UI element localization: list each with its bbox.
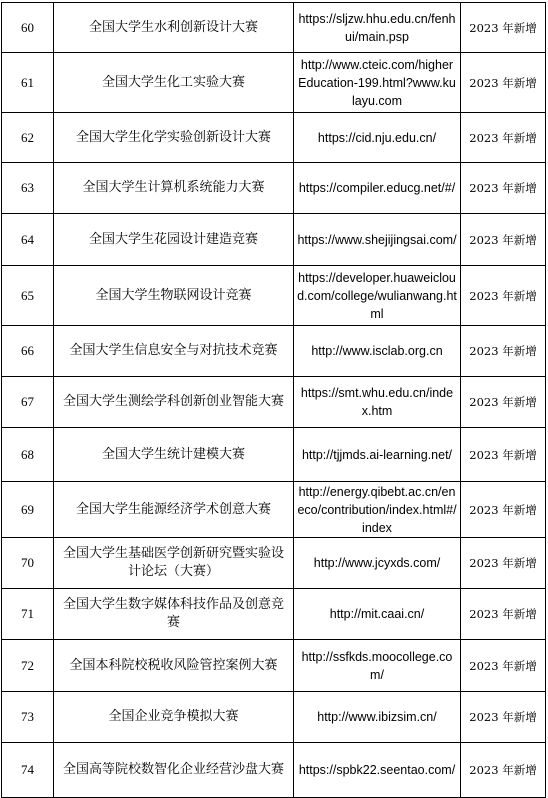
row-number: 74 [2, 743, 54, 798]
row-number: 68 [2, 428, 54, 482]
table-row [2, 482, 546, 538]
status-note: 2023 年新增 [461, 266, 546, 326]
row-number: 66 [2, 326, 54, 377]
row-number: 67 [2, 377, 54, 428]
competition-name: 全国大学生统计建模大赛 [54, 428, 294, 482]
row-number: 64 [2, 214, 54, 266]
competition-url: http://mit.caai.cn/ [294, 589, 461, 640]
competition-url: http://ssfkds.moocollege.com/ [294, 640, 461, 692]
competition-url: https://developer.huaweicloud.com/college/wulianwang.html [294, 266, 461, 326]
status-note: 2023 年新增 [461, 589, 546, 640]
competition-name: 全国大学生水利创新设计大赛 [54, 3, 294, 53]
row-number: 60 [2, 3, 54, 53]
competition-name: 全国大学生能源经济学术创意大赛 [54, 482, 294, 538]
status-note: 2023 年新增 [461, 538, 546, 589]
row-number: 70 [2, 538, 54, 589]
status-note: 2023 年新增 [461, 428, 546, 482]
competition-name: 全国本科院校税收风险管控案例大赛 [54, 640, 294, 692]
status-note: 2023 年新增 [461, 326, 546, 377]
status-note: 2023 年新增 [461, 214, 546, 266]
row-number: 65 [2, 266, 54, 326]
competition-name: 全国大学生化学实验创新设计大赛 [54, 113, 294, 163]
table-row [2, 428, 546, 482]
status-note: 2023 年新增 [461, 113, 546, 163]
status-note: 2023 年新增 [461, 692, 546, 743]
competition-name: 全国大学生花园设计建造竞赛 [54, 214, 294, 266]
competition-name: 全国大学生基础医学创新研究暨实验设计论坛（大赛） [54, 538, 294, 589]
table-row [2, 640, 546, 692]
competition-url: https://www.shejijingsai.com/ [294, 214, 461, 266]
table-row [2, 113, 546, 163]
row-number: 63 [2, 163, 54, 214]
competition-url: http://energy.qibebt.ac.cn/eneco/contribution/index.html#/index [294, 482, 461, 538]
competition-name: 全国大学生信息安全与对抗技术竞赛 [54, 326, 294, 377]
competition-url: https://smt.whu.edu.cn/index.htm [294, 377, 461, 428]
competition-name: 全国大学生数字媒体科技作品及创意竞赛 [54, 589, 294, 640]
table-row [2, 589, 546, 640]
table-row [2, 377, 546, 428]
competition-table [1, 2, 546, 798]
competition-name: 全国大学生测绘学科创新创业智能大赛 [54, 377, 294, 428]
status-note: 2023 年新增 [461, 640, 546, 692]
table-row [2, 163, 546, 214]
status-note: 2023 年新增 [461, 3, 546, 53]
competition-url: http://tjjmds.ai-learning.net/ [294, 428, 461, 482]
status-note: 2023 年新增 [461, 163, 546, 214]
competition-url: https://cid.nju.edu.cn/ [294, 113, 461, 163]
table-row [2, 538, 546, 589]
row-number: 73 [2, 692, 54, 743]
status-note: 2023 年新增 [461, 53, 546, 113]
table-row [2, 326, 546, 377]
table-row [2, 53, 546, 113]
row-number: 72 [2, 640, 54, 692]
competition-url: http://www.jcyxds.com/ [294, 538, 461, 589]
competition-name: 全国高等院校数智化企业经营沙盘大赛 [54, 743, 294, 798]
row-number: 69 [2, 482, 54, 538]
table-row [2, 266, 546, 326]
competition-name: 全国大学生化工实验大赛 [54, 53, 294, 113]
competition-url: https://compiler.educg.net/#/ [294, 163, 461, 214]
status-note: 2023 年新增 [461, 482, 546, 538]
table-row [2, 214, 546, 266]
table-row [2, 3, 546, 53]
status-note: 2023 年新增 [461, 377, 546, 428]
row-number: 62 [2, 113, 54, 163]
competition-name: 全国企业竞争模拟大赛 [54, 692, 294, 743]
competition-url: http://www.ibizsim.cn/ [294, 692, 461, 743]
competition-url: https://sljzw.hhu.edu.cn/fenhui/main.psp [294, 3, 461, 53]
status-note: 2023 年新增 [461, 743, 546, 798]
competition-url: http://www.cteic.com/higherEducation-199.html?www.kulayu.com [294, 53, 461, 113]
table-body [2, 3, 546, 798]
competition-url: http://www.isclab.org.cn [294, 326, 461, 377]
table-row [2, 692, 546, 743]
row-number: 71 [2, 589, 54, 640]
competition-name: 全国大学生物联网设计竞赛 [54, 266, 294, 326]
table-row [2, 743, 546, 798]
row-number: 61 [2, 53, 54, 113]
competition-name: 全国大学生计算机系统能力大赛 [54, 163, 294, 214]
competition-url: https://spbk22.seentao.com/ [294, 743, 461, 798]
